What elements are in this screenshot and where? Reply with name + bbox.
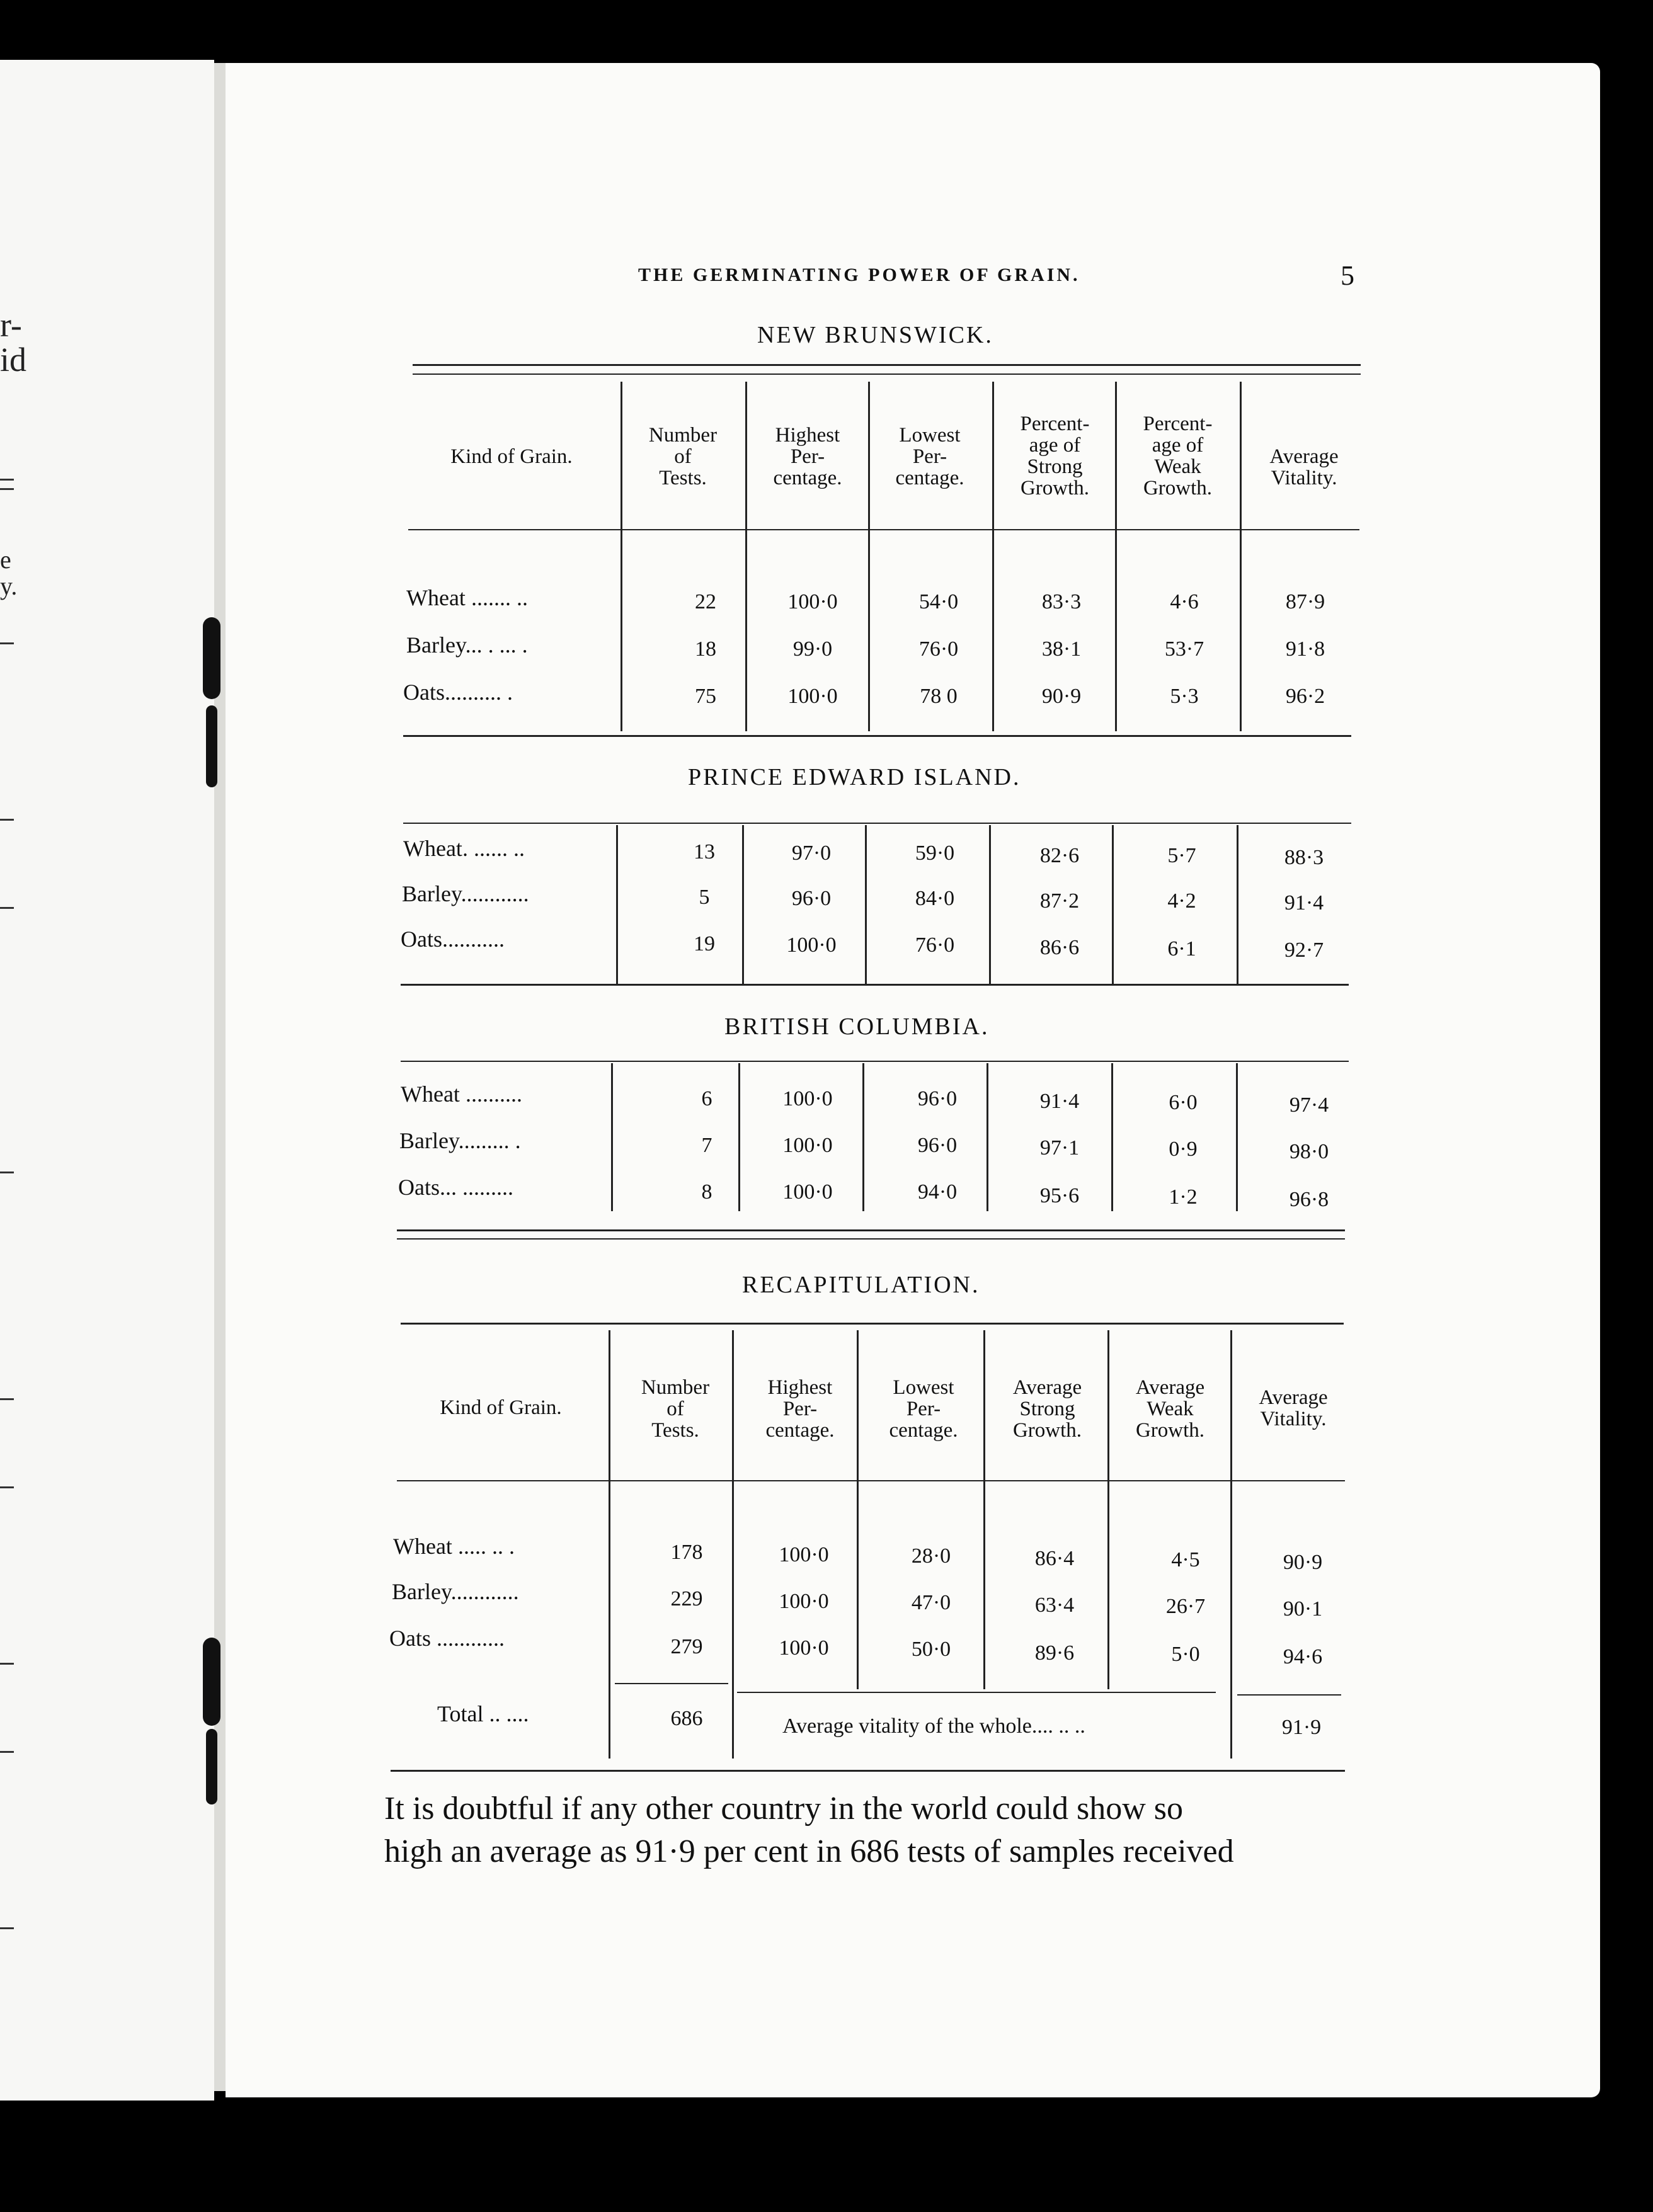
column-header: Average Weak Growth. — [1135, 1376, 1205, 1442]
grain-label: Oats ............ — [389, 1626, 505, 1651]
column-header: Highest Per- centage. — [773, 424, 842, 489]
cell-strong: 38·1 — [1041, 637, 1082, 661]
cell-lowest: 84·0 — [915, 887, 955, 910]
cell-tests: 178 — [670, 1541, 703, 1564]
column-divider — [1237, 825, 1238, 986]
cell-lowest: 96·0 — [917, 1134, 958, 1157]
cell-strong: 83·3 — [1041, 590, 1082, 613]
column-divider — [862, 1063, 864, 1211]
cell-highest: 100·0 — [779, 1543, 829, 1566]
cell-tests: 75 — [695, 685, 716, 708]
cell-strong: 63·4 — [1034, 1593, 1075, 1617]
cell-lowest: 78 0 — [920, 685, 958, 708]
body-paragraph-line: It is doubtful if any other country in the world could show so — [384, 1791, 1184, 1827]
cell-weak: 4·6 — [1170, 590, 1199, 613]
cell-strong: 90·9 — [1041, 685, 1082, 708]
binding-clip — [206, 705, 217, 787]
column-header: Average Vitality. — [1259, 1386, 1328, 1430]
column-divider — [611, 1063, 613, 1211]
cell-highest: 96·0 — [791, 887, 832, 910]
left-rule — [0, 1172, 14, 1173]
cell-strong: 86·6 — [1039, 936, 1080, 959]
cell-weak: 0·9 — [1169, 1137, 1198, 1161]
cell-highest: 100·0 — [782, 1180, 833, 1204]
column-header: Percent- age of Weak Growth. — [1143, 413, 1213, 499]
cell-strong: 87·2 — [1039, 889, 1080, 913]
left-rule — [0, 1486, 14, 1488]
cell-vitality: 91·8 — [1285, 637, 1325, 661]
column-header: Kind of Grain. — [440, 1396, 562, 1419]
column-header: Percent- age of Strong Growth. — [1020, 413, 1090, 499]
grain-label: Oats........... — [401, 926, 505, 952]
cell-lowest: 76·0 — [915, 933, 955, 957]
cell-strong: 95·6 — [1039, 1184, 1080, 1207]
grain-label: Wheat ..... .. . — [393, 1534, 515, 1559]
cell-weak: 6·0 — [1169, 1091, 1198, 1114]
cell-vitality: 88·3 — [1284, 846, 1324, 869]
section-title-new-brunswick: NEW BRUNSWICK. — [757, 322, 993, 348]
cell-highest: 100·0 — [787, 590, 838, 613]
cell-lowest: 76·0 — [918, 637, 959, 661]
cell-vitality: 90·1 — [1283, 1597, 1323, 1621]
cell-strong: 89·6 — [1034, 1641, 1075, 1665]
left-page-fragment — [0, 60, 214, 2101]
grain-label: Oats.......... . — [403, 680, 513, 705]
cell-highest: 100·0 — [779, 1636, 829, 1660]
left-rule — [0, 642, 14, 644]
table-rule — [401, 984, 1349, 986]
cell-vitality: 96·8 — [1289, 1188, 1329, 1211]
page-number: 5 — [1341, 260, 1354, 291]
cell-lowest: 50·0 — [911, 1638, 951, 1661]
column-header: Kind of Grain. — [450, 445, 573, 468]
column-divider — [983, 1330, 985, 1689]
table-rule — [615, 1683, 728, 1684]
column-divider — [868, 382, 870, 731]
column-divider — [745, 382, 747, 731]
table-rule — [397, 1229, 1345, 1231]
cell-highest: 100·0 — [779, 1590, 829, 1613]
cell-weak: 26·7 — [1165, 1595, 1206, 1618]
table-rule — [401, 1061, 1349, 1062]
cell-highest: 99·0 — [792, 637, 833, 661]
grain-label: Oats... ......... — [398, 1175, 513, 1200]
cell-strong: 97·1 — [1039, 1136, 1080, 1160]
grain-label: Wheat ....... .. — [406, 585, 528, 610]
column-divider — [1230, 1330, 1232, 1759]
left-rule — [0, 479, 14, 481]
cell-vitality: 96·2 — [1285, 685, 1325, 708]
cell-tests: 8 — [701, 1180, 712, 1204]
left-text-fragment: e — [0, 545, 11, 574]
table-rule — [737, 1692, 1216, 1693]
left-rule — [0, 1663, 14, 1665]
column-divider — [992, 382, 994, 731]
table-rule — [401, 1323, 1344, 1325]
binding-clip — [206, 1729, 217, 1804]
left-rule — [0, 1751, 14, 1753]
left-rule — [0, 1927, 14, 1929]
cell-tests: 7 — [701, 1134, 712, 1157]
column-divider — [1240, 382, 1242, 731]
cell-tests: 22 — [695, 590, 716, 613]
cell-highest: 100·0 — [786, 933, 837, 957]
cell-vitality: 92·7 — [1284, 938, 1324, 962]
cell-weak: 5·7 — [1167, 844, 1196, 867]
cell-weak: 6·1 — [1167, 937, 1196, 961]
table-rule — [397, 1480, 1345, 1481]
grain-label: Wheat. ...... .. — [403, 836, 525, 861]
column-header: Average Strong Growth. — [1012, 1376, 1082, 1442]
column-header: Number of Tests. — [648, 424, 718, 489]
grain-label: Barley............ — [392, 1579, 519, 1604]
cell-highest: 100·0 — [782, 1134, 833, 1157]
total-average-value: 91·9 — [1281, 1716, 1322, 1739]
left-rule — [0, 1398, 14, 1400]
section-title-british-columbia: BRITISH COLUMBIA. — [724, 1013, 990, 1040]
cell-vitality: 94·6 — [1283, 1645, 1323, 1668]
column-header: Number of Tests. — [641, 1376, 710, 1442]
column-divider — [621, 382, 622, 731]
cell-vitality: 98·0 — [1289, 1140, 1329, 1163]
column-divider — [1236, 1063, 1238, 1211]
cell-vitality: 97·4 — [1289, 1093, 1329, 1117]
cell-lowest: 28·0 — [911, 1544, 951, 1568]
cell-tests: 18 — [695, 637, 716, 661]
cell-lowest: 47·0 — [911, 1591, 951, 1614]
column-divider — [1107, 1330, 1109, 1689]
column-divider — [865, 825, 867, 986]
cell-strong: 82·6 — [1039, 844, 1080, 867]
cell-lowest: 59·0 — [915, 841, 955, 865]
cell-tests: 6 — [701, 1087, 712, 1110]
cell-weak: 5·3 — [1170, 685, 1199, 708]
column-divider — [857, 1330, 859, 1689]
cell-tests: 13 — [694, 840, 715, 864]
cell-strong: 91·4 — [1039, 1090, 1080, 1113]
grain-label: Barley............ — [402, 881, 529, 906]
table-rule — [408, 529, 1359, 530]
column-divider — [1112, 825, 1114, 986]
cell-tests: 279 — [670, 1635, 703, 1658]
cell-highest: 100·0 — [782, 1087, 833, 1110]
cell-weak: 5·0 — [1171, 1643, 1200, 1666]
left-text-fragment: y. — [0, 572, 18, 600]
column-header: Highest Per- centage. — [765, 1376, 835, 1442]
column-divider — [989, 825, 991, 986]
left-rule — [0, 488, 14, 490]
cell-vitality: 90·9 — [1283, 1551, 1323, 1574]
table-rule — [413, 373, 1361, 375]
column-header: Lowest Per- centage. — [889, 1376, 958, 1442]
column-divider — [732, 1330, 734, 1759]
cell-weak: 53·7 — [1164, 637, 1204, 661]
grain-label: Barley... . ... . — [406, 632, 528, 658]
cell-lowest: 94·0 — [917, 1180, 958, 1204]
section-title-recapitulation: RECAPITULATION. — [742, 1272, 980, 1298]
column-divider — [1115, 382, 1117, 731]
column-divider — [616, 825, 618, 986]
left-rule — [0, 819, 14, 821]
cell-weak: 4·2 — [1167, 889, 1196, 913]
table-rule — [403, 823, 1351, 824]
binding-clip — [203, 617, 220, 699]
total-label: Total .. .... — [437, 1701, 529, 1726]
column-divider — [1111, 1063, 1113, 1211]
body-paragraph-line: high an average as 91·9 per cent in 686 tests of samples received — [384, 1833, 1234, 1869]
table-rule — [397, 1238, 1345, 1240]
table-rule — [413, 364, 1361, 366]
column-divider — [609, 1330, 610, 1759]
left-text-fragment: id — [0, 341, 27, 379]
column-divider — [987, 1063, 988, 1211]
cell-vitality: 91·4 — [1284, 891, 1324, 915]
total-tests: 686 — [670, 1707, 703, 1730]
total-average-text: Average vitality of the whole.... .. .. — [782, 1714, 1085, 1738]
cell-lowest: 96·0 — [917, 1087, 958, 1110]
cell-vitality: 87·9 — [1285, 590, 1325, 613]
cell-tests: 229 — [670, 1587, 703, 1611]
table-rule — [391, 1770, 1345, 1772]
left-text-fragment: r- — [0, 306, 22, 344]
cell-weak: 1·2 — [1169, 1185, 1198, 1209]
grain-label: Wheat .......... — [401, 1081, 522, 1107]
cell-tests: 19 — [694, 932, 715, 955]
section-title-pei: PRINCE EDWARD ISLAND. — [688, 764, 1021, 790]
column-header: Lowest Per- centage. — [895, 424, 964, 489]
cell-tests: 5 — [699, 886, 710, 909]
left-rule — [0, 907, 14, 909]
table-rule — [1237, 1694, 1341, 1696]
column-header: Average Vitality. — [1269, 445, 1339, 489]
cell-highest: 100·0 — [787, 685, 838, 708]
cell-highest: 97·0 — [791, 841, 832, 865]
table-rule — [403, 735, 1351, 737]
running-head: THE GERMINATING POWER OF GRAIN. — [638, 265, 1080, 285]
cell-lowest: 54·0 — [918, 590, 959, 613]
cell-strong: 86·4 — [1034, 1547, 1075, 1570]
binding-clip — [203, 1638, 220, 1726]
cell-weak: 4·5 — [1171, 1548, 1200, 1571]
grain-label: Barley......... . — [399, 1128, 521, 1153]
